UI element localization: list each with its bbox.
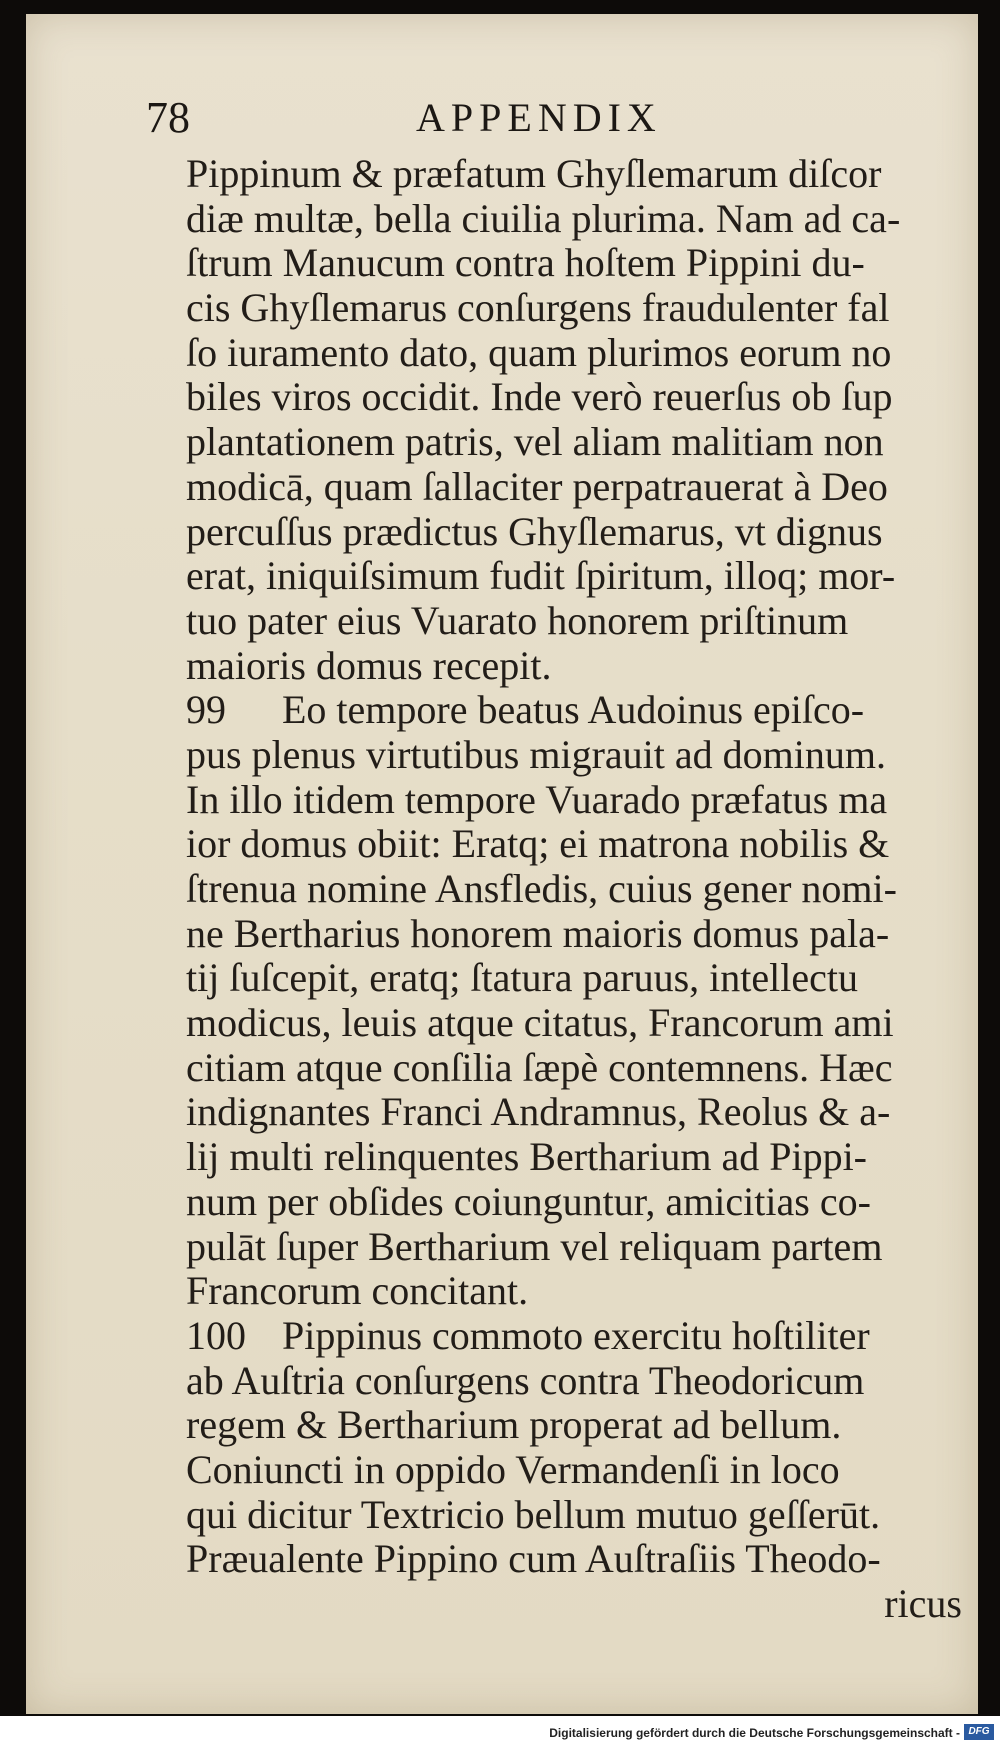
text-line: ior domus obiit: Eratq; ei matrona nobilis & <box>186 821 890 867</box>
running-head: APPENDIX <box>416 95 662 140</box>
text-line: ab Auſtria conſurgens contra Theodoricum <box>186 1357 865 1403</box>
text-line: regem & Bertharium properat ad bellum. <box>186 1402 842 1448</box>
text-line: Pippinus commoto exercitu hoſtiliter <box>282 1312 870 1358</box>
section-number-100: 100 <box>186 1312 246 1358</box>
text-line: plantationem patris, vel aliam malitiam non <box>186 419 884 465</box>
text-line: modicā, quam ſallaciter perpatrauerat à Deo <box>186 463 888 509</box>
text-line: modicus, leuis atque citatus, Francorum ami <box>186 1000 894 1046</box>
text-line: lij multi relinquentes Bertharium ad Pippi- <box>186 1134 867 1180</box>
body-text <box>186 152 986 1627</box>
footer-bar <box>0 1716 1000 1752</box>
text-line: Coniuncti in oppido Vermandenſi in loco <box>186 1446 840 1492</box>
text-line: Eo tempore beatus Audoinus epiſco- <box>282 687 865 733</box>
text-line: ne Bertharius honorem maioris domus pala- <box>186 910 890 956</box>
text-line: erat, iniquiſsimum fudit ſpiritum, illoq; mor- <box>186 553 896 599</box>
text-line: biles viros occidit. Inde verò reuerſus ob ſup <box>186 374 893 420</box>
dfg-logo: DFG <box>964 1724 994 1740</box>
book-page <box>26 14 978 1714</box>
text-line: ſtrenua nomine Ansfledis, cuius gener nomi- <box>186 866 897 911</box>
text-line: tij ſuſcepit, eratq; ſtatura paruus, intellectu <box>186 955 858 1001</box>
text-line: Præualente Pippino cum Auſtraſiis Theodo- <box>186 1536 881 1582</box>
text-line: tuo pater eius Vuarato honorem priſtinum <box>186 597 849 643</box>
text-line: In illo itidem tempore Vuarado præfatus ma <box>186 776 888 822</box>
section-number-99: 99 <box>186 687 226 733</box>
text-line: ſo iuramento dato, quam plurimos eorum no <box>186 329 892 375</box>
text-line: percuſſus prædictus Ghyſlemarus, vt dignus <box>186 508 883 554</box>
funding-credit: Digitalisierung gefördert durch die Deutsche Forschungsgemeinschaft - <box>549 1726 960 1740</box>
text-line: Francorum concitant. <box>186 1268 529 1314</box>
text-line: qui dicitur Textricio bellum mutuo geſſerūt. <box>186 1491 881 1537</box>
text-line: ſtrum Manucum contra hoſtem Pippini du- <box>186 240 865 286</box>
text-line: pus plenus virtutibus migrauit ad dominum. <box>186 731 886 777</box>
text-line: diæ multæ, bella ciuilia plurima. Nam ad ca- <box>186 195 901 241</box>
text-line: pulāt ſuper Bertharium vel reliquam partem <box>186 1223 883 1269</box>
text-line: maioris domus recepit. <box>186 642 552 688</box>
catchword: ricus <box>884 1581 962 1626</box>
text-line: indignantes Franci Andramnus, Reolus & a- <box>186 1089 891 1135</box>
section-100-first-line <box>186 1314 986 1359</box>
text-line: cis Ghyſlemarus conſurgens fraudulenter fal <box>186 285 890 331</box>
text-line: Pippinum & præfatum Ghyſlemarum diſcor <box>186 151 882 196</box>
section-99-first-line <box>186 688 986 733</box>
page-number: 78 <box>146 93 190 142</box>
text-line: num per obſides coiunguntur, amicitias co- <box>186 1178 871 1224</box>
text-line: citiam atque conſilia ſæpè contemnens. Hæc <box>186 1044 893 1090</box>
